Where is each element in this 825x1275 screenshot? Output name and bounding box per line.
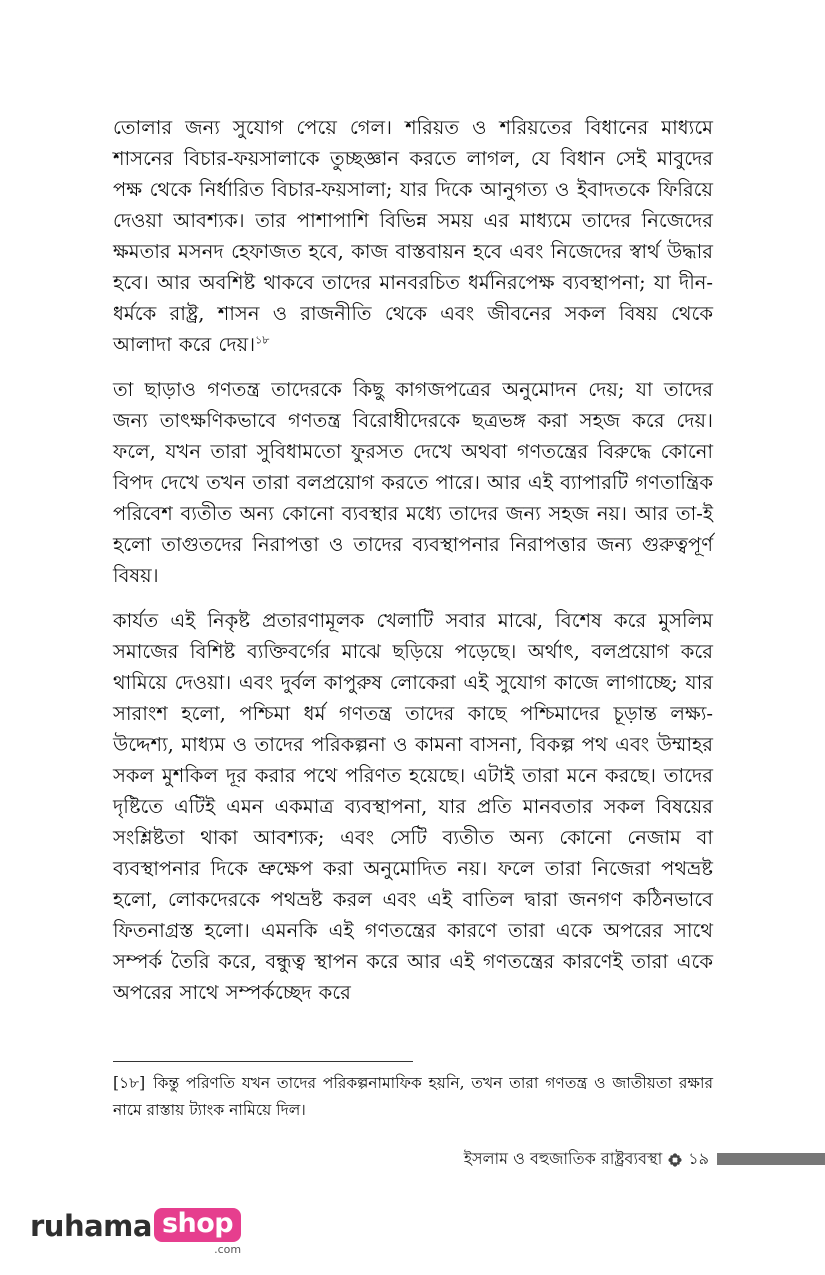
- logo-text-shop: shop: [154, 1208, 241, 1242]
- paragraph-3: কার্যত এই নিকৃষ্ট প্রতারণামূলক খেলাটি সবার মাঝে, বিশেষ করে মুসলিম সমাজের বিশিষ্ট ব্যক্তিবর্গের মাঝে ছড়িয়ে পড়েছে। অর্থাৎ, বলপ্রয়োগ করে থামিয়ে দেওয়া। এবং দুর্বল কাপুরুষ লোকেরা এই সুযোগ কাজে লাগাচ্ছে; যার সারাংশ হলো, পশ্চিমা ধর্ম গণতন্ত্র তাদের কাছে পশ্চিমাদের চূড়ান্ত লক্ষ্য-উদ্দেশ্য, মাধ্যম ও তাদের পরিকল্পনা ও কামনা বাসনা, বিকল্প পথ এবং উম্মাহর সকল মুশকিল দূর করার পথে পরিণত হয়েছে। এটাই তারা মনে করছে। তাদের দৃষ্টিতে এটিই এমন একমাত্র ব্যবস্থাপনা, যার প্রতি মানবতার সকল বিষয়ের সংশ্লিষ্টতা থাকা আবশ্যক; এবং সেটি ব্যতীত অন্য কোনো নেজাম বা ব্যবস্থাপনার দিকে ভ্রুক্ষেপ করা অনুমোদিত নয়। ফলে তারা নিজেরা পথভ্রষ্ট হলো, লোকদেরকে পথভ্রষ্ট করল এবং এই বাতিল দ্বারা জনগণ কঠিনভাবে ফিতনাগ্রস্ত হলো। এমনকি এই গণতন্ত্রের কারণে তারা একে অপরের সাথে সম্পর্ক তৈরি করে, বন্ধুত্ব স্থাপন করে আর এই গণতন্ত্রের কারণেই তারা একে অপরের সাথে সম্পর্কচ্ছেদ করে: [113, 609, 713, 1004]
- ruhamashop-logo[interactable]: [30, 1208, 241, 1268]
- footnote-marker: [১৮]: [113, 1074, 146, 1092]
- logo-text-ruhama: ruhama: [30, 1209, 152, 1243]
- paragraph-1: [113, 112, 713, 360]
- book-title: ইসলাম ও বহুজাতিক রাষ্ট্রব্যবস্থা: [463, 1148, 663, 1168]
- page-number: ১৯: [688, 1148, 709, 1168]
- running-footer: [464, 1147, 825, 1171]
- flower-ornament-icon: [668, 1152, 682, 1166]
- footnote-divider: [113, 1061, 413, 1062]
- footnote: [113, 1070, 713, 1124]
- logo-domain: .com: [214, 1243, 242, 1256]
- paragraph-1-text: তোলার জন্য সুযোগ পেয়ে গেল। শরিয়ত ও শরিয়তের বিধানের মাধ্যমে শাসনের বিচার-ফয়সালাকে তুচ্ছজ্ঞান করতে লাগল, যে বিধান সেই মাবুদের পক্ষ থেকে নির্ধারিত বিচার-ফয়সালা; যার দিকে আনুগত্য ও ইবাদতকে ফিরিয়ে দেওয়া আবশ্যক। তার পাশাপাশি বিভিন্ন সময় এর মাধ্যমে তাদের নিজেদের ক্ষমতার মসনদ হেফাজত হবে, কাজ বাস্তবায়ন হবে এবং নিজেদের স্বার্থ উদ্ধার হবে। আর অবশিষ্ট থাকবে তাদের মানবরচিত ধর্মনিরপেক্ষ ব্যবস্থাপনা; যা দীন-ধর্মকে রাষ্ট্র, শাসন ও রাজনীতি থেকে এবং জীবনের সকল বিষয় থেকে আলাদা করে দেয়।: [113, 116, 713, 356]
- footer-bar: [717, 1153, 825, 1165]
- footnote-text: কিন্তু পরিণতি যখন তাদের পরিকল্পনামাফিক হয়নি, তখন তারা গণতন্ত্র ও জাতীয়তা রক্ষার নামে রাস্তায় ট্যাংক নামিয়ে দিল।: [113, 1074, 713, 1119]
- paragraph-2: তা ছাড়াও গণতন্ত্র তাদেরকে কিছু কাগজপত্রের অনুমোদন দেয়; যা তাদের জন্য তাৎক্ষণিকভাবে গণতন্ত্র বিরোধীদেরকে ছত্রভঙ্গ করা সহজ করে দেয়। ফলে, যখন তারা সুবিধামতো ফুরসত দেখে অথবা গণতন্ত্রের বিরুদ্ধে কোনো বিপদ দেখে তখন তারা বলপ্রয়োগ করতে পারে। আর এই ব্যাপারটি গণতান্ত্রিক পরিবেশ ব্যতীত অন্য কোনো ব্যবস্থার মধ্যে তাদের জন্য সহজ নয়। আর তা-ই হলো তাগুতদের নিরাপত্তা ও তাদের ব্যবস্থাপনার নিরাপত্তার জন্য গুরুত্বপূর্ণ বিষয়।: [113, 378, 713, 587]
- logo-shop-badge: [154, 1208, 242, 1256]
- page-body: [113, 112, 713, 1008]
- footnote-reference[interactable]: ১৮: [255, 333, 270, 347]
